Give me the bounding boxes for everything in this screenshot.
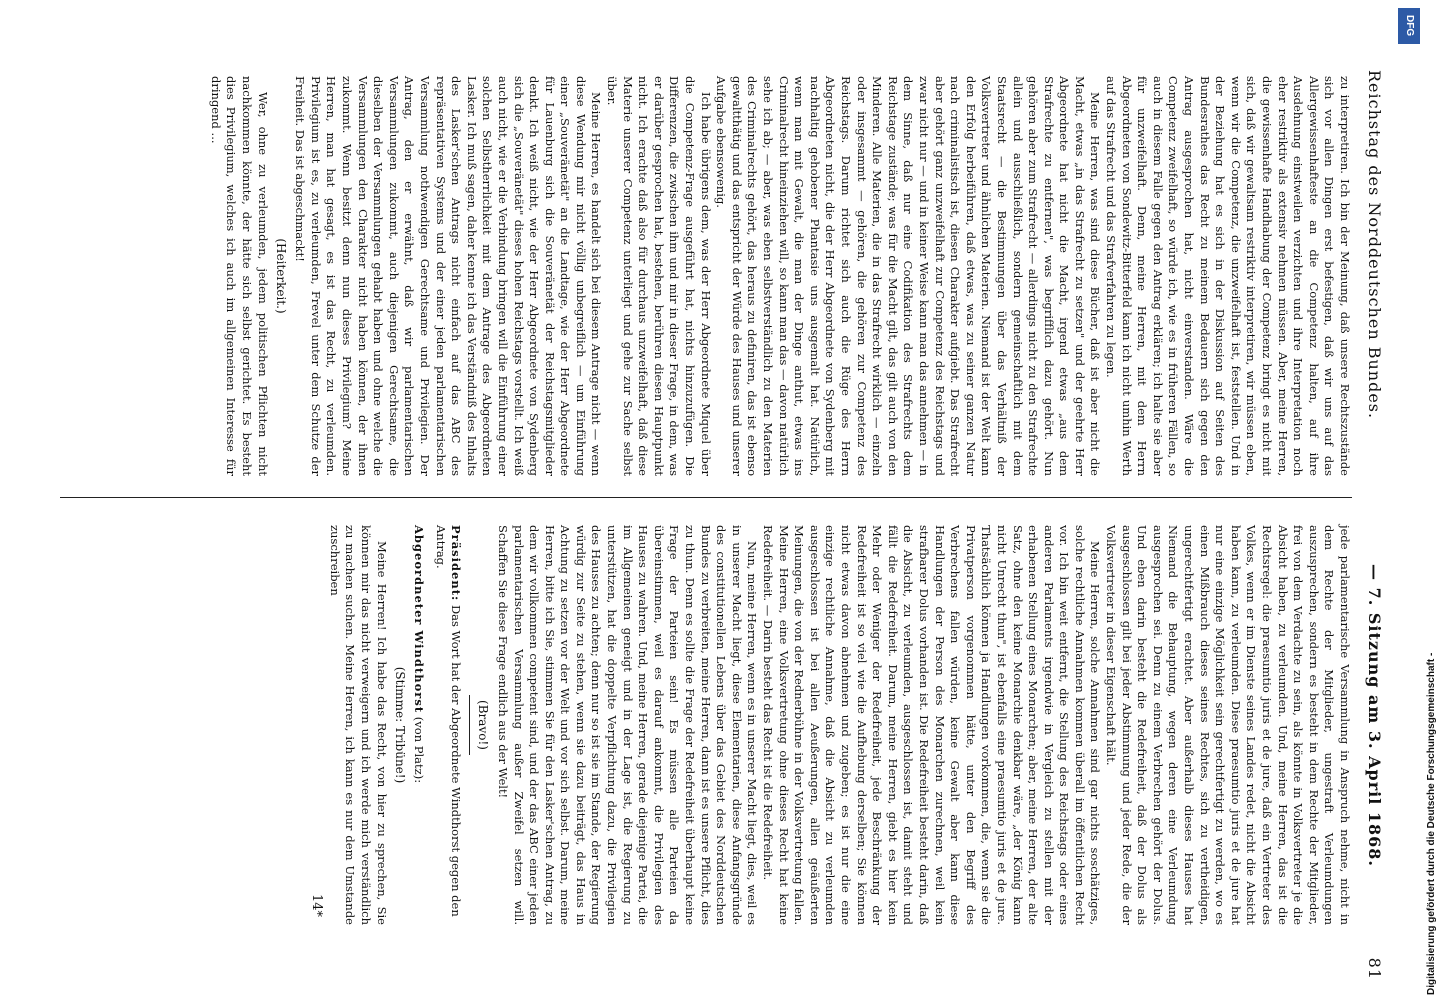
right-paragraph-4: Meine Herren! Ich habe das Recht, von hier zu sprechen, Sie können mir das nicht verweigern und ich werde mich verständlich zu machen suchen. Meine Herren, ich kann es nur dem Umstande zuschreiben — [327, 525, 389, 925]
right-paragraph-3: Nun, meine Herren, wenn es in unserer Macht liegt, dies, weil es in unserer Macht liegt, diese Elementarien, diese Anfangsgründe des constitutionellen Lebens über das Gebiet des Norddeutschen Bundes zu verbreiten, meine Herren, dann ist es unsere Pflicht, dies zu thun. Denn es sollte die Frage der Redefreiheit überhaupt keine Frage der Parteien sein! Es müssen alle Parteien da übereinstimmen, weil es darauf ankommt, die Privilegien des Hauses zu wahren. Und, meine Herren, gerade diejenige Partei, die im Allgemeinen geneigt und in der Lage ist, die Regierung zu unterstützen, hat die doppelte Verpflichtung dazu, die Privilegien des Hauses zu achten; denn nur so ist sie im Stande, der Regierung würdig zur Seite zu stehen, wenn sie dazu beiträgt, das Haus in Achtung zu setzen vor der Welt und vor sich selbst. Darum, meine Herren, bitte ich Sie, stimmen Sie für den Lasker'schen Antrag, zu dem wir vollkommen competent sind, und der das ABC einer jeden parlamentarischen Versammlung außer Zweifel setzen will. Schaffen Sie diese Frage endlich aus der Welt! — [495, 525, 760, 926]
header-left-title: Reichstag des Norddeutschen Bundes. — [1365, 70, 1385, 420]
bravo-note: (Bravo!) — [476, 700, 491, 750]
section-divider — [469, 695, 470, 755]
left-paragraph-3: Ich habe übrigens dem, was der Herr Abgeordnete Miquel über die Competenz-Frage ausgeführt hat, nichts hinzuzufügen. Die Differenzen, die zwischen ihm und mir in dieser Frage, in dem, was er darüber gesprochen hat, bestehen, berühren diesen Hauptpunkt nicht. Ich erachte daß also für durchaus unzweifelhaft, daß diese Materie unserer Competenz unterliegt und gehe zur Sache selbst über. — [605, 76, 713, 476]
right-paragraph-2: Meine Herren, solche Annahmen sind gar nichts soschätziges, solche rechtliche Annahmen kommen überall im öffentlichen Recht vor. Ich bin weit entfernt, die Stellung des Reichstags oder eines anderen Parlaments irgendwie in Vergleich zu stellen mit der erhabenen Stellung eines Monarchen; aber, meine Herren, der alte Satz, ohne den keine Monarchie denkbar wäre, „der König kann nicht Unrecht thun", ist ebenfalls eine praesumtio juris et de jure. Thatsächlich können ja Handlungen vorkommen, die, wenn sie die Privatperson vorgenommen hätte, unter den Begriff des Verbrechens fallen würden, keine Gewalt aber kann diese Handlungen der Person des Monarchen zurechnen, weil kein strafbarer Dolus vorhanden ist. Die Redefreiheit besteht darin, daß die Absicht, zu verleumden, ausgeschlossen ist, damit steht und fällt die Redefreiheit. Darum, meine Herren, giebt es hier kein Mehr oder Weniger der Redefreiheit, jede Beschränkung der Redefreiheit ist so viel wie die Aufhebung derselben; Sie können nicht etwas davon abnehmen und zugeben; es ist nur die eine einzige rechtliche Annahme, daß die Absicht zu verleumden ausgeschlossen ist bei allen Aeußerungen, allen geäußerten Meinungen, die von der Rednerbühne in der Volksvertretung fallen. Meine Herren, eine Volksvertretung ohne dieses Recht hat keine Redefreiheit. — Darin besteht das Recht ist die Redefreiheit. — [761, 525, 1103, 925]
header-session-title: — 7. Sitzung am 3. April 1868. — [1365, 564, 1385, 867]
speaker-place: (von Platz): — [412, 716, 427, 784]
left-paragraph-4: Meine Herren, es handelt sich bei diesem Antrage nicht — wenn diese Wendung mir nicht völlig unbegreiflich — um Einführung einer „Souveränetät" an die Landtage, wie der Herr Abgeordnete für Lauenburg sich die Souveränetät der Reichstagsmitglieder denkt. Ich weiß nicht, wie der Herr Abgeordnete von Sydenberg sich die „Souveränetät" dieses hohen Reichstags vorstellt. Ich weiß auch nicht, wie er die Verbindung bringen will die Einführung einer solchen Selbstherrlichkeit mit dem Antrage des Abgeordneten Lasker. Ich muß sagen, daher kenne ich das Verständniß des Inhalts des Lasker'schen Antrags nicht einfach auf das ABC des repräsentativen Systems und der einer jeden parlamentarischen Versammlung nothwendigen Gerechtsame und Privilegien. Der Antrag, den er erwähnt, daß wir parlamentarischen Versammlungen zukommt, auch diejenigen Gerechtsame, die dieselben der Versammlungen gehabt haben und ohne welche die Versammlungen den Charakter nicht haben können, der ihnen zukommt. Wenn besitzt denn nun dieses Privilegium? Meine Herren, man hat gesagt, es ist das Recht, zu verleumden. Privilegium ist es, zu verleumden, Frevel unter dem Schutze der Freiheit. Das ist abgeschmackt! — [293, 76, 604, 476]
president-label: Präsident: — [449, 525, 464, 602]
digitization-watermark — [1392, 0, 1437, 1000]
page-number: 81 — [1365, 957, 1385, 980]
watermark-text: Digitalisierung gefördert durch die Deutsche Forschungsgemeinschaft - — [1426, 652, 1437, 995]
speaker-label: Abgeordneter Windthorst — [412, 525, 427, 714]
stimme-note: (Stimme: Tribüne!) — [392, 666, 407, 784]
left-column — [65, 76, 1352, 476]
heiterkeit-note: (Heiterkeit.) — [273, 238, 288, 314]
dfg-logo: DFG — [1398, 8, 1420, 44]
catchword: 14* — [309, 893, 325, 917]
left-paragraph-2: Meine Herren, was sind diese Bücher, daß ist aber nicht die Macht, etwas „in das Strafrecht zu setzen" und der geehrte Herr Abgeordnete hat nicht die Macht, irgend etwas „aus dem Strafrechte zu entfernen", was begrifflich dazu gehört. Nun gehören aber zum Strafrecht — allerdings nicht zu den Strafrechte allein und ausschließlich, sondern gemeinschaftlich mit dem Staatsrecht — die Bestimmungen über das Verhältniß der Volksvertreter und ähnlichen Materien. Niemand ist der Welt kann den Erfolg herbeiführen, daß etwas, was zu seiner ganzen Natur nach criminalistisch ist, diesen Charakter aufgiebt. Das Strafrecht aber gehört ganz unzweifelhaft zur Competenz des Reichstags und zwar nicht nur — und in keiner Weise kann man das annehmen — in dem Sinne, daß nur eine Codifikation des Strafrechts dem Reichstage zustände; was für die Macht gilt, das gilt auch von den Minderen. Alle Materien, die in das Strafrecht wirklich — einzeln oder insgesammt — gehören, die gehören zur Competenz des Reichstags. Darum richtet sich auch die Rüge des Herrn Abgeordneten nicht, die der Herr Abgeordnete von Sydenberg mit nachhaltig gehobener Phantasie uns ausgemalt hat. Natürlich, wenn man mit Gewalt, die man der Dinge anthut, etwas ins Criminalrecht hineinziehen will, so kann man das — davon natürlich sehe ich ab; — aber, was eben selbstverständlich zu den Materien des Criminalrechts gehört, das heraus zu definiren, das ist ebenso gewaltthätig und das entspricht der Würde des Hauses und unserer Aufgabe ebensowenig. — [714, 76, 1103, 476]
left-paragraph-1: zu interpretiren. Ich bin der Meinung, daß unsere Rechtszustände sich vor allen Dingen erst befestigen, daß wir uns auf das Allergewissenhafteste an die Competenz halten, auf ihre Ausdehnung einstweilen verzichten und ihre Interpretation noch eher restriktiv als extensiv nehmen müssen. Aber, meine Herren, die gewissenhafte Handhabung der Competenz bringt es nicht mit sich, daß wir gewaltsam restriktiv interpretiren, wir müssen eben, wenn wir die Competenz, die unzweifelhaft ist, feststellen. Und in der Beziehung hat es sich in der Diskussion auf Seiten des Bundesrathes das Recht zu meinem Bedauern sich gegen den Antrag ausgesprochen hat, nicht einverstanden. Wäre die Competenz zweifelhaft, so würde ich, wie es in früheren Fällen, so auch in diesem Falle gegen den Antrag erklären; ich halte sie aber für unzweifelhaft. Denn, meine Herren, mit dem Herrn Abgeordneten von Sondewitz-Bitterfeld kann ich nicht umhin Werth auf das Strafrecht und das Strafverfahren zu legen. — [1104, 76, 1352, 476]
speaker-line — [411, 525, 427, 925]
column-divider — [60, 497, 1352, 498]
page-header — [1358, 70, 1392, 980]
right-paragraph-1: jede parlamentarische Versammlung in Anspruch nehme, nicht in dem Rechte der Mitglieder, ungestraft Verleumdungen auszusprechen, sondern es besteht in dem Rechte der Mitglieder, frei von dem Verdachte zu sein, als könnte in Volksvertreter je die Absicht haben, zu verleumden. Und, meine Herren, das ist die Rechtsregel: die praesumtio juris et de jure, daß ein Vertreter des Volkes, wenn er im Dienste seines Landes redet, nicht die Absicht haben kann, zu verleumden. Diese praesumtio juris et de jure hat nur eine einzige Möglichkeit sein gerechtfertigt zu werden, wo es einen Mißbrauch dieses seines Rechtes, sich zu vertheidigen, ungerechtfertigt erachtet. Aber außerhalb dieses Hauses hat Niemand die Behauptung, wegen deren eine Verleumdung ausgesprochen sei. Denn zu einem Verbrechen gehört der Dolus. Und eben darin besteht die Redefreiheit, daß der Dolus als ausgeschlossen gilt bei jeder Abstimmung und jeder Rede, die der Volksvertreter in dieser Eigenschaft hält. — [1104, 525, 1352, 925]
left-paragraph-5: Wer, ohne zu verleumden, jedem politischen Pflichten nicht nachkommen könnte, der hätte sich selbst gerichtet. Es besteht dies Privilegium, welches ich auch im allgemeinen Interesse für dringend ... — [208, 76, 270, 476]
right-column — [60, 525, 1352, 925]
president-line — [432, 525, 463, 925]
president-text: Das Wort hat der Abgeordnete Windthorst gegen den Antrag. — [433, 525, 464, 917]
